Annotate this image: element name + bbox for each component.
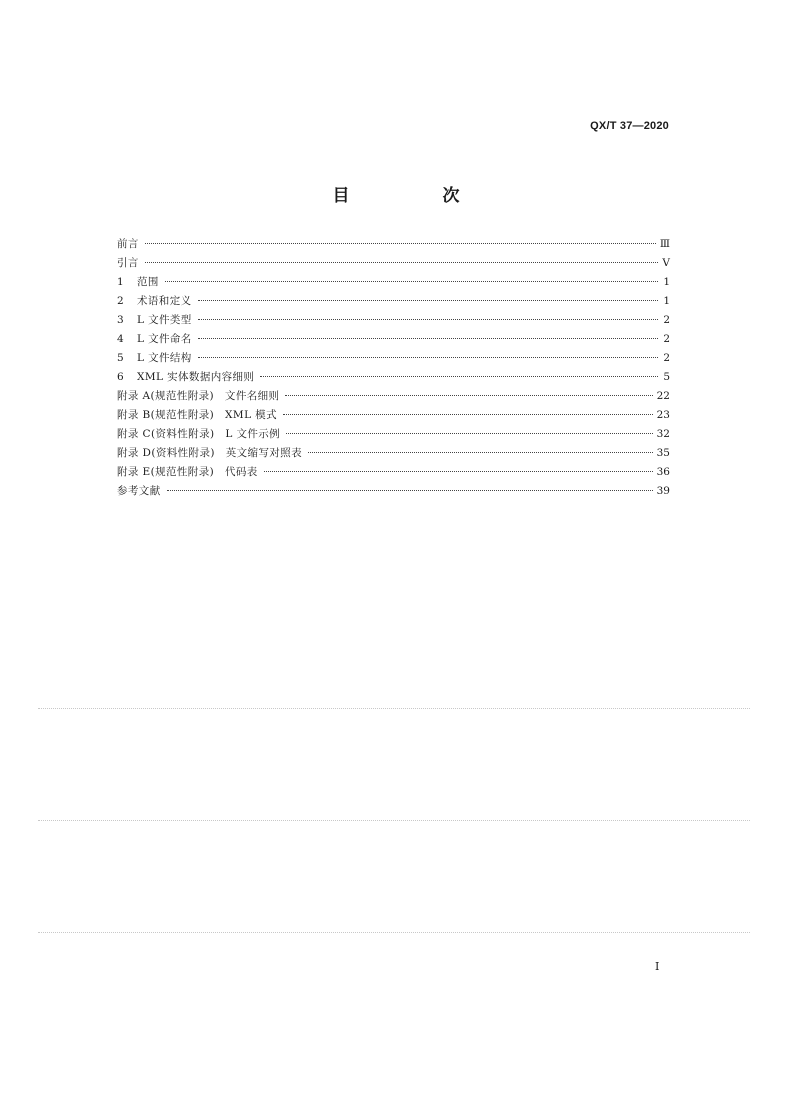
toc-entry[interactable] xyxy=(117,254,670,273)
toc-entry-label: XML 实体数据内容细则 xyxy=(137,371,255,383)
toc-entry-label: 附录 A(规范性附录) 文件名细则 xyxy=(117,390,280,402)
toc-entry-label: 范围 xyxy=(137,276,159,288)
toc-entry[interactable] xyxy=(117,292,670,311)
toc-entry[interactable] xyxy=(117,387,670,406)
toc-entry[interactable] xyxy=(117,406,670,425)
toc-entry-label: 引言 xyxy=(117,257,139,269)
toc-entry-label: 附录 D(资料性附录) 英文缩写对照表 xyxy=(117,447,303,459)
toc-entry-label: 附录 B(规范性附录) XML 模式 xyxy=(117,409,277,421)
toc-title: 目 次 xyxy=(332,186,498,206)
toc-entry-page: 1 xyxy=(663,276,670,288)
toc-entry-number: 5 xyxy=(117,352,124,364)
toc-entry-label: L 文件结构 xyxy=(137,352,192,364)
toc-entry-number: 6 xyxy=(117,371,124,383)
toc-leader-dots xyxy=(198,338,658,339)
toc-leader-dots xyxy=(198,319,658,320)
toc-leader-dots xyxy=(198,357,658,358)
toc-leader-dots xyxy=(308,452,653,453)
toc-entry[interactable] xyxy=(117,425,670,444)
toc-leader-dots xyxy=(283,414,653,415)
toc-entry-page: 2 xyxy=(663,314,670,326)
toc-entry-page: 39 xyxy=(656,485,670,497)
toc-entry-page: 5 xyxy=(663,371,670,383)
toc-leader-dots xyxy=(145,243,656,244)
toc-entry[interactable] xyxy=(117,273,670,292)
table-of-contents xyxy=(117,235,670,501)
fold-line xyxy=(38,932,750,933)
toc-leader-dots xyxy=(264,471,653,472)
toc-entry-page: Ⅲ xyxy=(659,238,670,250)
toc-leader-dots xyxy=(285,395,652,396)
toc-entry[interactable] xyxy=(117,311,670,330)
toc-entry-number: 3 xyxy=(117,314,124,326)
toc-entry[interactable] xyxy=(117,235,670,254)
toc-entry-label: L 文件命名 xyxy=(137,333,192,345)
toc-entry-page: 36 xyxy=(656,466,670,478)
toc-entry-label: 附录 E(规范性附录) 代码表 xyxy=(117,466,258,478)
toc-entry[interactable] xyxy=(117,349,670,368)
toc-entry-page: Ⅴ xyxy=(662,257,670,269)
toc-entry-number: 1 xyxy=(117,276,124,288)
toc-entry[interactable] xyxy=(117,368,670,387)
toc-leader-dots xyxy=(286,433,653,434)
toc-leader-dots xyxy=(198,300,659,301)
toc-leader-dots xyxy=(260,376,658,377)
toc-entry-label: 参考文献 xyxy=(117,485,161,497)
toc-entry-page: 2 xyxy=(663,333,670,345)
toc-entry[interactable] xyxy=(117,482,670,501)
toc-entry[interactable] xyxy=(117,444,670,463)
toc-leader-dots xyxy=(165,281,658,282)
toc-entry-page: 23 xyxy=(656,409,670,421)
toc-entry-page: 2 xyxy=(663,352,670,364)
toc-entry-page: 22 xyxy=(656,390,670,402)
toc-entry-label: 术语和定义 xyxy=(137,295,192,307)
fold-line xyxy=(38,708,750,709)
page-number: Ⅰ xyxy=(655,960,660,973)
toc-entry-label: 附录 C(资料性附录) L 文件示例 xyxy=(117,428,281,440)
toc-entry-page: 35 xyxy=(656,447,670,459)
toc-entry-page: 32 xyxy=(656,428,670,440)
toc-entry-page: 1 xyxy=(663,295,670,307)
fold-line xyxy=(38,820,750,821)
toc-leader-dots xyxy=(167,490,653,491)
toc-entry-number: 2 xyxy=(117,295,124,307)
toc-entry[interactable] xyxy=(117,330,670,349)
standard-code: QX/T 37—2020 xyxy=(590,120,669,132)
toc-leader-dots xyxy=(145,262,658,263)
toc-entry-label: L 文件类型 xyxy=(137,314,192,326)
toc-entry-number: 4 xyxy=(117,333,124,345)
toc-entry-label: 前言 xyxy=(117,238,139,250)
toc-entry[interactable] xyxy=(117,463,670,482)
